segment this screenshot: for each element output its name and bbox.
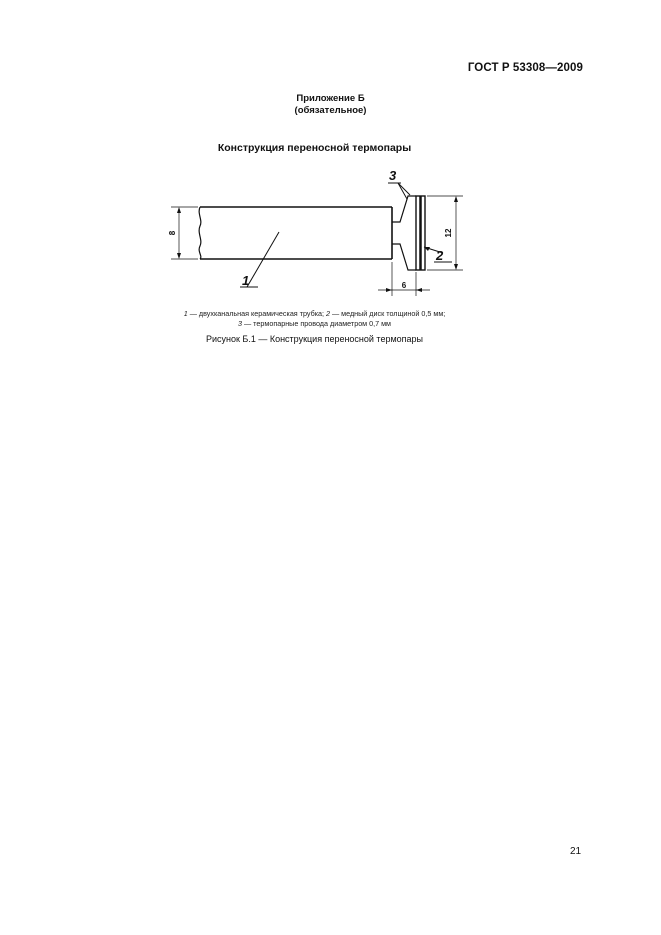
legend-line-1 xyxy=(0,309,629,319)
annex-title: Приложение Б xyxy=(296,93,365,104)
label-tube: 1 xyxy=(242,273,250,288)
tube-break-line xyxy=(199,207,201,259)
wire-lower xyxy=(392,244,416,270)
label-disk: 2 xyxy=(436,248,444,263)
legend-line-2 xyxy=(0,319,629,329)
dim-value-disk-diameter: 12 xyxy=(444,228,453,238)
legend-number-2: 2 xyxy=(326,309,330,318)
page-number: 21 xyxy=(570,846,582,857)
figure-caption: Рисунок Б.1 — Конструкция переносной термопары xyxy=(205,334,424,344)
thermocouple-drawing xyxy=(0,160,661,310)
legend-number-1: 1 xyxy=(183,309,188,318)
label-wires: 3 xyxy=(389,168,397,183)
section-title: Конструкция переносной термопары xyxy=(217,142,412,154)
legend-text-1: — двухканальная керамическая трубка; xyxy=(187,309,326,318)
annex-heading xyxy=(0,93,661,117)
document-code: ГОСТ Р 53308—2009 xyxy=(467,62,583,74)
dim-value-length: 6 xyxy=(401,281,407,290)
dim-value-tube-diameter: 8 xyxy=(168,230,177,236)
figure-legend xyxy=(0,309,629,329)
annex-status: (обязательное) xyxy=(294,105,367,116)
wire-upper xyxy=(392,196,416,222)
legend-text-2: — медный диск толщиной 0,5 мм; xyxy=(330,309,446,318)
legend-text-3: — термопарные провода диаметром 0,7 мм xyxy=(242,319,391,328)
legend-number-3: 3 xyxy=(238,319,242,328)
